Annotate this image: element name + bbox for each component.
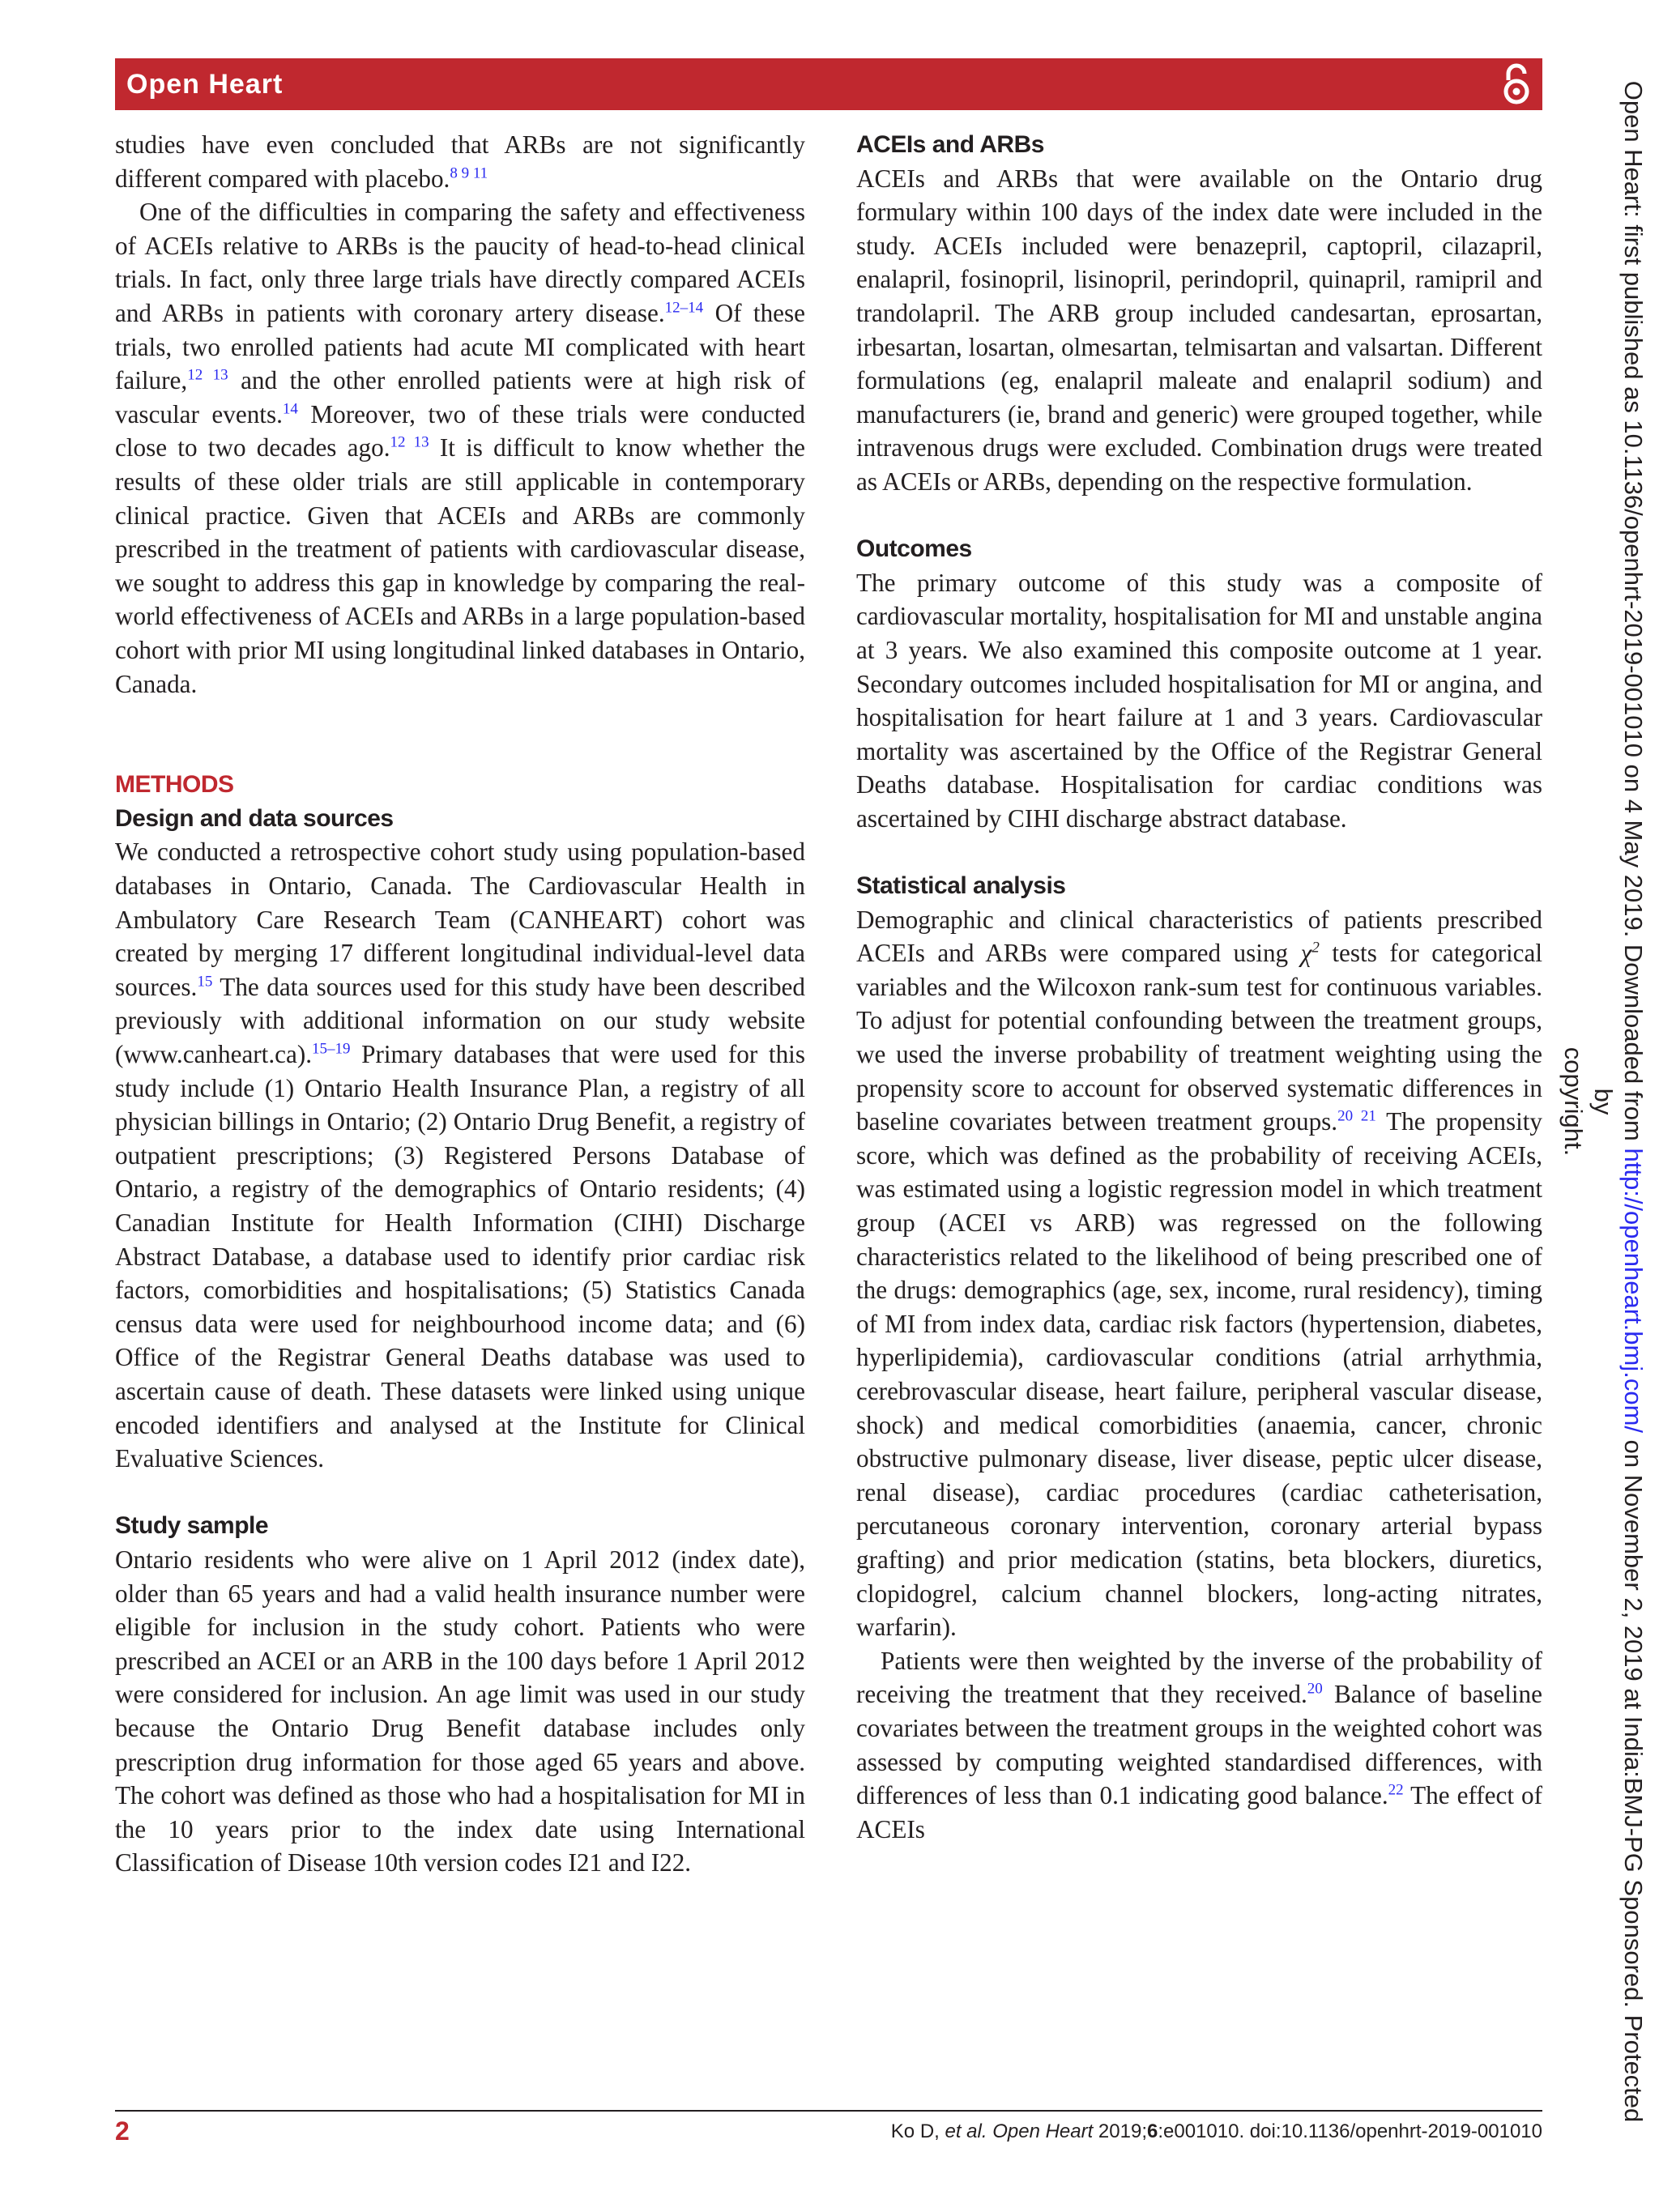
- reference[interactable]: 8 9 11: [450, 164, 488, 182]
- journal-label: Open Heart: [126, 69, 284, 100]
- reference[interactable]: 15: [197, 973, 213, 991]
- openheart-link[interactable]: http://openheart.bmj.com/: [1619, 1148, 1648, 1434]
- methods-heading: METHODS: [115, 771, 234, 799]
- left-column: [115, 128, 805, 1880]
- statistical-analysis-heading: Statistical analysis: [856, 872, 1066, 900]
- paragraph-weighting: Patients were then weighted by the inverse of the probability of receiving the treatment that they received.$^{20}$ Balance of baseline covariates between the treatment groups in the weighted cohort was assessed by computing weighted standardised differences, with differences of less than 0.1 indicating good balance.$^{22}$ The effect of ACEIs: [856, 1646, 1542, 1843]
- reference[interactable]: 12 13: [187, 366, 228, 384]
- paragraph-design: We conducted a retrospective cohort study using population-based databases in Ontario, Canada. The Cardiovascular Health in Ambulatory Care Research Team (CANHEART) cohort was created by merging 17 different longitudinal individual-level data sources.$^{15}$ The data sources used for this study have been described previously with additional information on our study website (www.canheart.ca).$^{15-19}$ Primary databases that were used for this study include (1) Ontario Health Insurance Plan, a registry of all physician billings in Ontario; (2) Ontario Drug Benefit, a registry of outpatient prescriptions; (3) Registered Persons Database of Ontario, a registry of the demographics of Ontario residents; (4) Canadian Institute for Health Information (CIHI) Discharge Abstract Database, a database used to identify prior cardiac risk factors, comorbidities and hospitalisations; (5) Statistics Canada census data were used for neighbourhood income data; and (6) Office of the Registrar General Deaths database was used to ascertain cause of death. These datasets were linked using unique encoded identifiers and analysed at the Institute for Clinical Evaluative Sciences.: [115, 837, 805, 1473]
- reference[interactable]: 22: [1388, 1781, 1404, 1799]
- study-sample-heading: Study sample: [115, 1512, 269, 1540]
- journal-banner: [115, 58, 1542, 110]
- page-number: 2: [115, 2116, 130, 2146]
- paragraph-statistical-analysis: Demographic and clinical characteristics of patients prescribed ACEIs and ARBs were compared using $\chi^2$ tests for categorical variables and the Wilcoxon rank-sum test for continuous variables. To adjust for potential confounding between the treatment groups, we used the inverse probability of treatment weighting using the propensity score to account for observed systematic differences in baseline covariates between treatment groups.$^{20 21}$ The propensity score, which was defined as the probability of receiving ACEIs, was estimated using a logistic regression model in which treatment group (ACEI vs ARB) was regressed on the following characteristics related to the likelihood of being prescribed one of the drugs: demographics (age, sex, income, rural residency), timing of MI from index data, cardiac risk factors (hypertension, diabetes, hyperlipidemia), cardiovascular conditions (atrial arrhythmia, cerebrovascular disease, heart failure, peripheral vascular disease, shock) and medical comorbidities (anaemia, cancer, chronic obstructive pulmonary disease, liver disease, peptic ulcer disease, renal disease), cardiac procedures (cardiac catheterisation, percutaneous coronary intervention, coronary arterial bypass grafting) and prior medication (statins, beta blockers, diuretics, clopidogrel, calcium channel blockers, long-acting nitrates, warfarin).: [856, 905, 1543, 1642]
- reference[interactable]: 15–19: [312, 1040, 351, 1058]
- reference[interactable]: 20: [1307, 1680, 1323, 1698]
- paragraph-intro-end: studies have even concluded that ARBs are not significantly different compared with placebo.$^{8 9 11}$: [115, 130, 805, 193]
- reference[interactable]: 14: [282, 400, 298, 418]
- paragraph-outcomes: The primary outcome of this study was a composite of cardiovascular mortality, hospitalisation for MI and unstable angina at 3 years. We also examined this composite outcome at 1 year. Secondary outcomes included hospitalisation for MI or angina, and hospitalisation for heart failure at 1 and 3 years. Cardiovascular mortality was ascertained by the Office of the Registrar General Deaths database. Hospitalisation for cardiac conditions was ascertained by CIHI discharge abstract database.: [856, 568, 1542, 833]
- design-heading: Design and data sources: [115, 804, 394, 832]
- paragraph-study-sample: Ontario residents who were alive on 1 April 2012 (index date), older than 65 years and had a valid health insurance number were eligible for inclusion in the study cohort. Patients who were prescribed an ACEI or an ARB in the 100 days before 1 April 2012 were considered for inclusion. An age limit was used in our study because the Ontario Drug Benefit database includes only prescription drug information for those aged 65 years and above. The cohort was defined as those who had a hospitalisation for MI in the 10 years prior to the index date using International Classification of Disease 10th version codes I21 and I22.: [115, 1545, 805, 1877]
- paragraph-difficulties: One of the difficulties in comparing the safety and effectiveness of ACEIs relative to ARBs is the paucity of head-to-head clinical trials. In fact, only three large trials have directly compared ACEIs and ARBs in patients with coronary artery disease.$^{12-14}$ Of these trials, two enrolled patients had acute MI complicated with heart failure,$^{12 13}$ and the other enrolled patients were at high risk of vascular events.$^{14}$ Moreover, two of these trials were conducted close to two decades ago.$^{12 13}$ It is difficult to know whether the results of these older trials are still applicable in contemporary clinical practice. Given that ACEIs and ARBs are commonly prescribed in the treatment of patients with cardiovascular disease, we sought to address this gap in knowledge by comparing the real-world effectiveness of ACEIs and ARBs in a large population-based cohort with prior MI using longitudinal linked databases in Ontario, Canada.: [115, 198, 806, 698]
- reference[interactable]: 20 21: [1337, 1107, 1376, 1125]
- download-notice: Open Heart: first published as 10.1136/openhrt-2019-001010 on 4 May 2019. Downloaded from http://openheart.bmj.com/ on November 2, 2019 at India:BMJ-PG Sponsored. Protected by copyright.: [1559, 80, 1648, 2123]
- paragraph-acei-arb: ACEIs and ARBs that were available on the Ontario drug formulary within 100 days of the index date were included in the study. ACEIs included were benazepril, captopril, cilazapril, enalapril, fosinopril, lisinopril, perindopril, quinapril, ramipril and trandolapril. The ARB group included candesartan, eprosartan, irbesartan, losartan, olmesartan, telmisartan and valsartan. Different formulations (eg, enalapril maleate and enalapril sodium) and manufacturers (ie, brand and generic) were grouped together, while intravenous drugs were excluded. Combination drugs were treated as ACEIs or ARBs, depending on the respective formulation.: [856, 164, 1542, 496]
- acei-arb-heading: ACEIs and ARBs: [856, 131, 1044, 158]
- right-column: [856, 128, 1542, 1846]
- outcomes-heading: Outcomes: [856, 535, 972, 563]
- reference[interactable]: 12–14: [664, 299, 704, 317]
- reference[interactable]: 12 13: [390, 433, 429, 451]
- footer-divider: [115, 2110, 1542, 2112]
- open-access-icon: [1502, 62, 1531, 106]
- footer-citation: Ko D, et al. Open Heart 2019;6:e001010. doi:10.1136/openhrt-2019-001010: [890, 2120, 1542, 2142]
